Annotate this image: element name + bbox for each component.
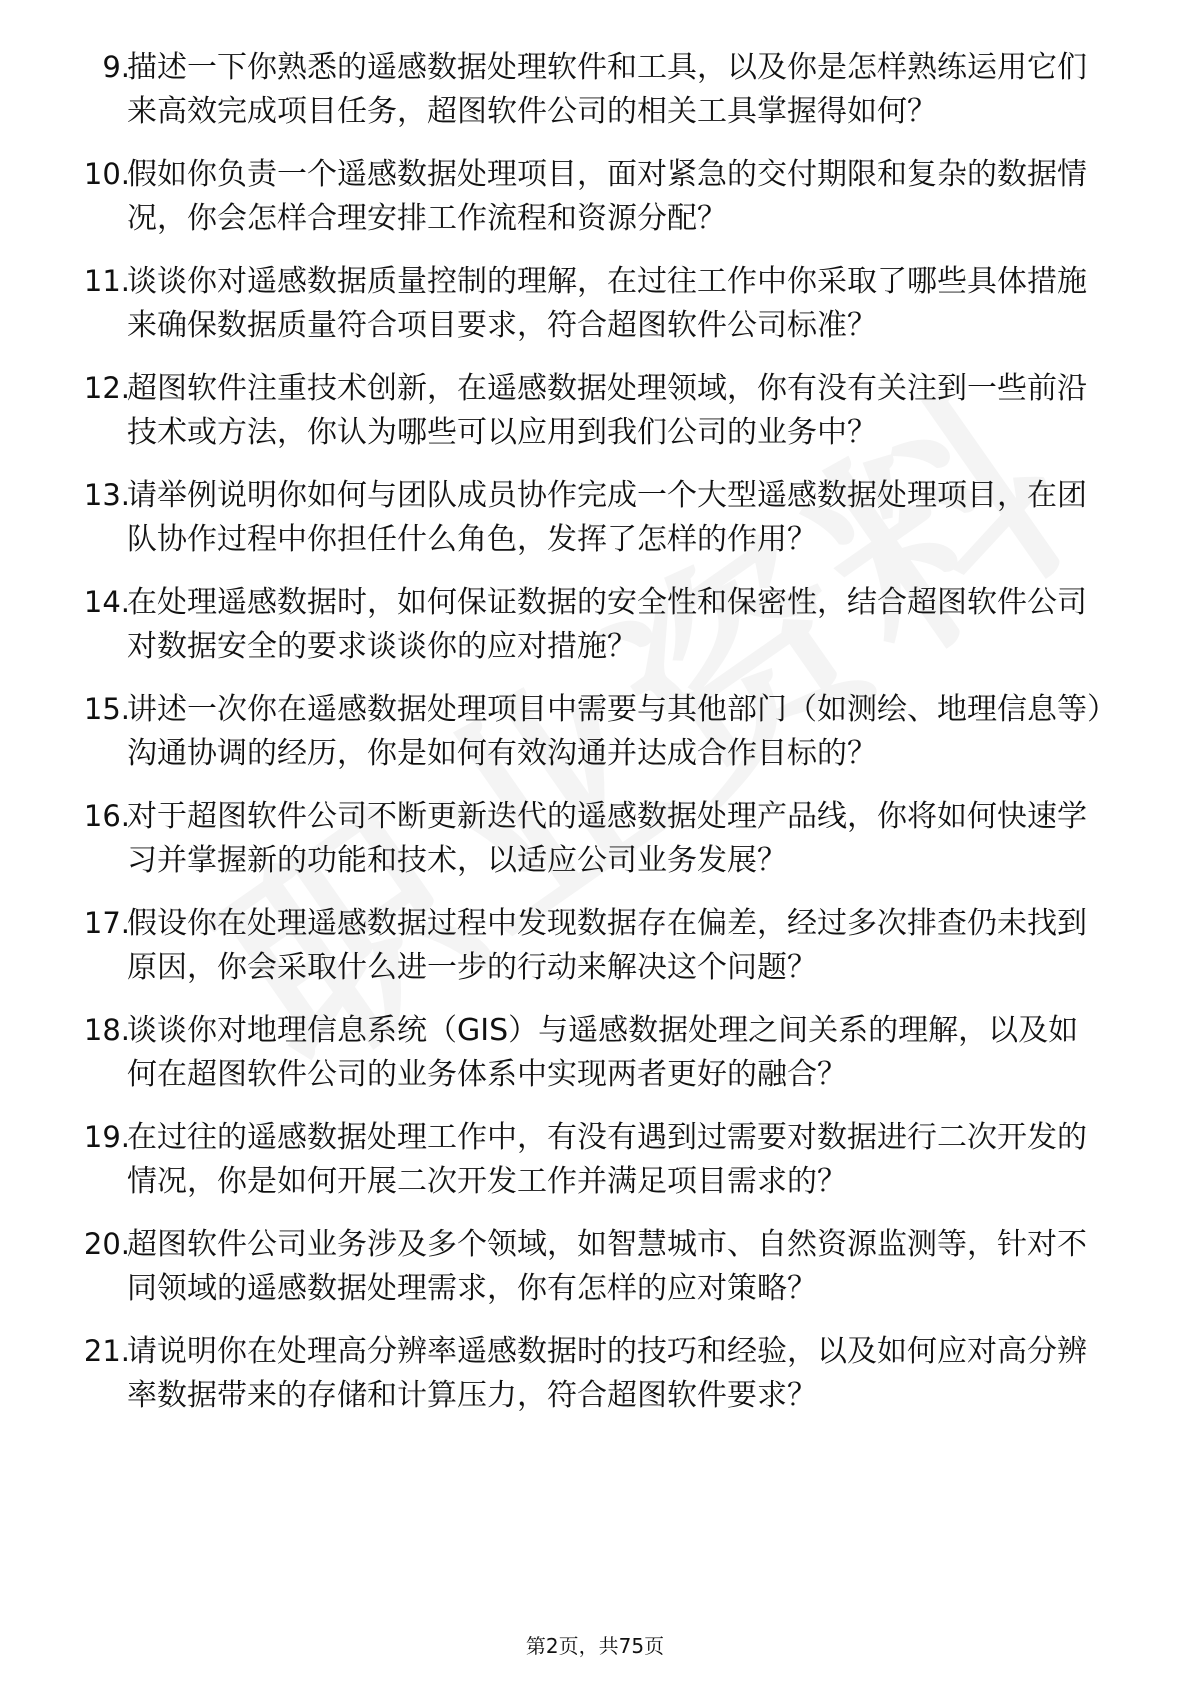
question-text: 请举例说明你如何与团队成员协作完成一个大型遥感数据处理项目，在团队协作过程中你担任什么角色，发挥了怎样的作用？ bbox=[127, 478, 1087, 557]
question-text: 请说明你在处理高分辨率遥感数据时的技巧和经验，以及如何应对高分辨率数据带来的存储和计算压力，符合超图软件要求？ bbox=[127, 1334, 1087, 1413]
question-number: 11. bbox=[83, 264, 130, 298]
question-item-10 bbox=[0, 153, 1190, 241]
question-text: 在过往的遥感数据处理工作中，有没有遇到过需要对数据进行二次开发的情况，你是如何开展二次开发工作并满足项目需求的？ bbox=[127, 1120, 1087, 1199]
question-number: 10. bbox=[83, 157, 130, 191]
question-item-18 bbox=[0, 1009, 1190, 1097]
question-number: 16. bbox=[83, 799, 130, 833]
question-item-9 bbox=[0, 46, 1190, 134]
question-item-20 bbox=[0, 1223, 1190, 1311]
question-text: 假如你负责一个遥感数据处理项目，面对紧急的交付期限和复杂的数据情况，你会怎样合理安排工作流程和资源分配？ bbox=[127, 157, 1087, 236]
question-item-16 bbox=[0, 795, 1190, 883]
page-footer bbox=[0, 1630, 1190, 1659]
question-text: 讲述一次你在遥感数据处理项目中需要与其他部门（如测绘、地理信息等）沟通协调的经历，你是如何有效沟通并达成合作目标的？ bbox=[127, 692, 1102, 771]
question-number: 9. bbox=[102, 50, 130, 84]
question-number: 12. bbox=[83, 371, 130, 405]
page-number-label: 第2页，共75页 bbox=[525, 1634, 665, 1658]
question-text: 谈谈你对遥感数据质量控制的理解，在过往工作中你采取了哪些具体措施来确保数据质量符合项目要求，符合超图软件公司标准？ bbox=[127, 264, 1087, 343]
question-text: 超图软件注重技术创新，在遥感数据处理领域，你有没有关注到一些前沿技术或方法，你认为哪些可以应用到我们公司的业务中？ bbox=[127, 371, 1087, 450]
question-item-19 bbox=[0, 1116, 1190, 1204]
question-number: 15. bbox=[83, 692, 130, 726]
question-text: 对于超图软件公司不断更新迭代的遥感数据处理产品线，你将如何快速学习并掌握新的功能和技术，以适应公司业务发展？ bbox=[127, 799, 1087, 878]
question-text: 在处理遥感数据时，如何保证数据的安全性和保密性，结合超图软件公司对数据安全的要求谈谈你的应对措施？ bbox=[127, 585, 1087, 664]
question-item-17 bbox=[0, 902, 1190, 990]
question-number: 19. bbox=[83, 1120, 130, 1154]
question-number: 14. bbox=[83, 585, 130, 619]
question-item-14 bbox=[0, 581, 1190, 669]
question-list bbox=[0, 46, 1190, 1437]
question-number: 13. bbox=[83, 478, 130, 512]
question-number: 18. bbox=[83, 1013, 130, 1047]
question-item-21 bbox=[0, 1330, 1190, 1418]
question-item-15 bbox=[0, 688, 1190, 776]
question-text: 谈谈你对地理信息系统（GIS）与遥感数据处理之间关系的理解，以及如何在超图软件公司的业务体系中实现两者更好的融合？ bbox=[127, 1013, 1079, 1092]
question-text: 超图软件公司业务涉及多个领域，如智慧城市、自然资源监测等，针对不同领域的遥感数据处理需求，你有怎样的应对策略？ bbox=[127, 1227, 1087, 1306]
question-text: 描述一下你熟悉的遥感数据处理软件和工具，以及你是怎样熟练运用它们来高效完成项目任务，超图软件公司的相关工具掌握得如何？ bbox=[127, 50, 1087, 129]
question-text: 假设你在处理遥感数据过程中发现数据存在偏差，经过多次排查仍未找到原因，你会采取什么进一步的行动来解决这个问题？ bbox=[127, 906, 1087, 985]
question-number: 20. bbox=[83, 1227, 130, 1261]
question-item-13 bbox=[0, 474, 1190, 562]
question-item-12 bbox=[0, 367, 1190, 455]
question-number: 21. bbox=[83, 1334, 130, 1368]
question-item-11 bbox=[0, 260, 1190, 348]
question-number: 17. bbox=[83, 906, 130, 940]
